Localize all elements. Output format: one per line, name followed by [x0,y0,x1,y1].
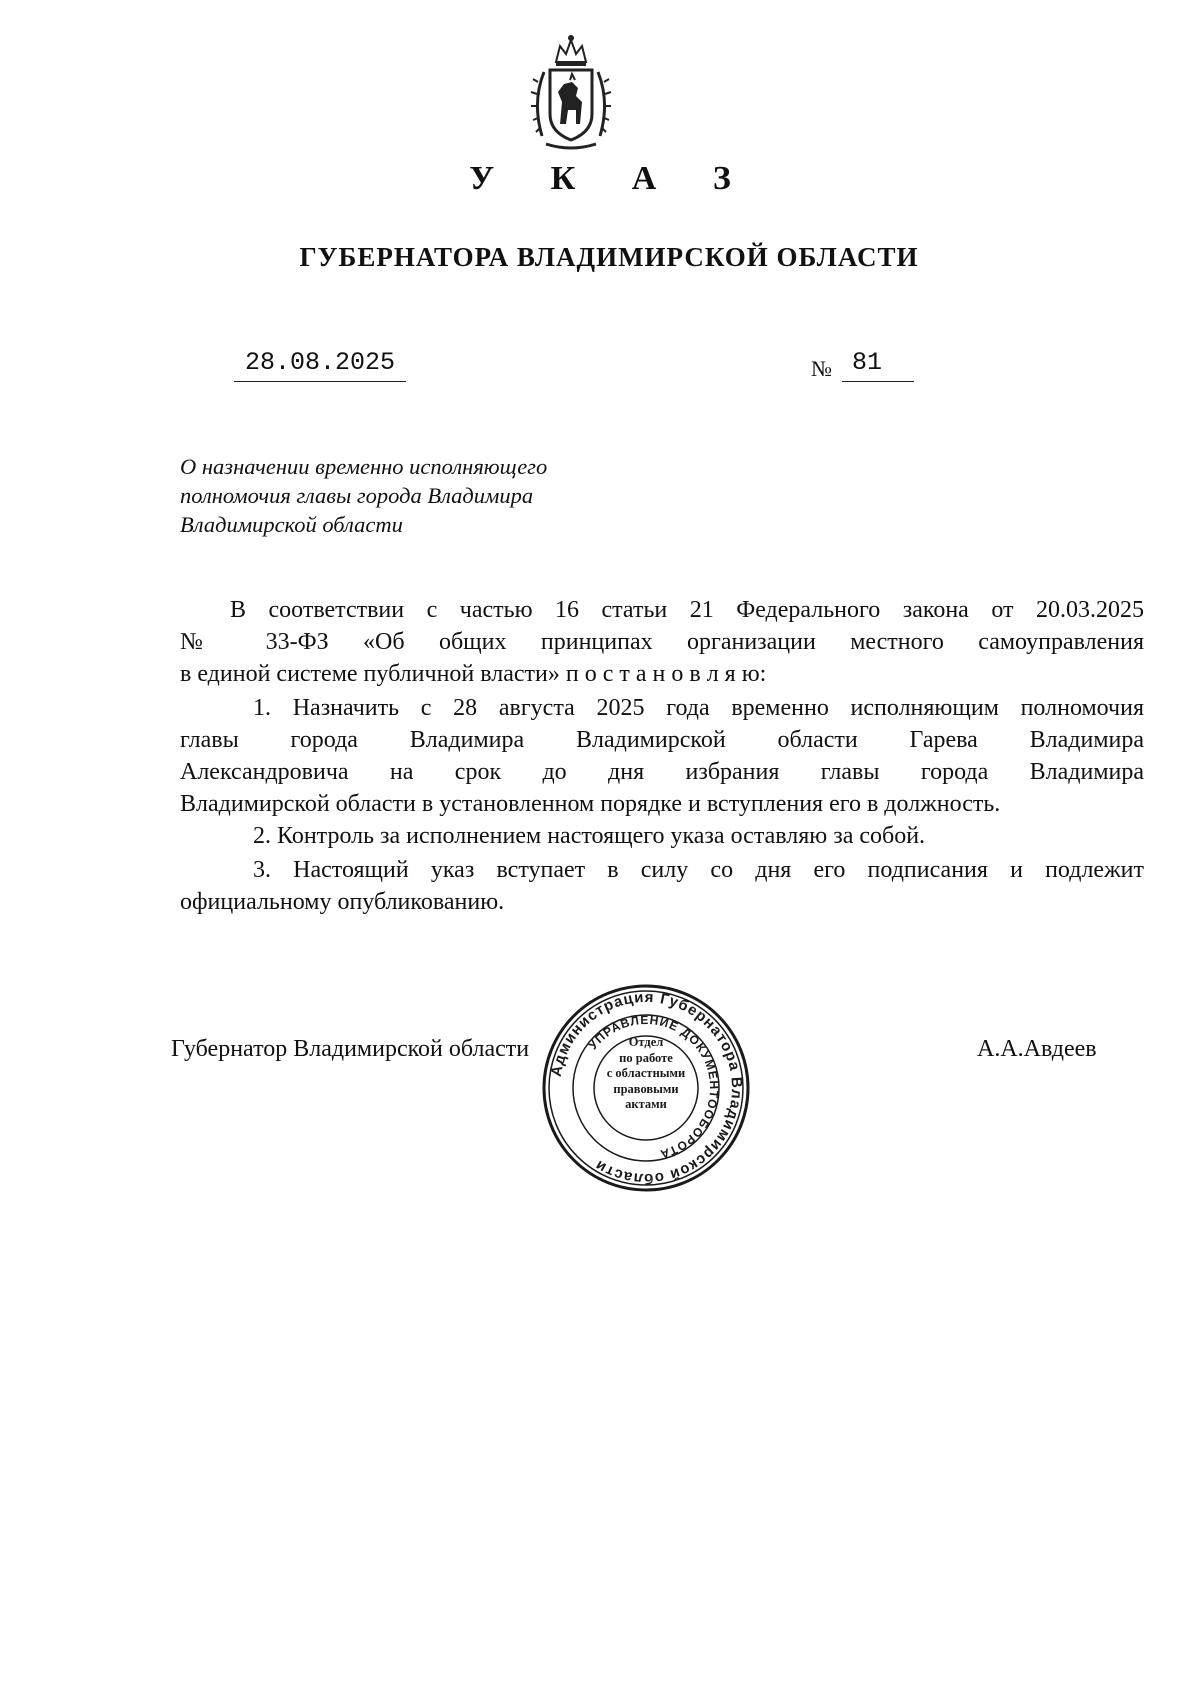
stamp-outer-text: Администрация Губернатора Владимирской области [547,988,746,1188]
coat-of-arms-emblem [526,32,616,152]
body-line: Александровича на срок до дня избрания главы города Владимира [180,759,1144,785]
document-subject [180,452,600,539]
issuer-heading: ГУБЕРНАТОРА ВЛАДИМИРСКОЙ ОБЛАСТИ [299,242,919,272]
body-line: № 33-ФЗ «Об общих принципах организации местного самоуправления [180,629,1144,655]
stamp-center-line: по работе [619,1050,673,1065]
body-line: 2. Контроль за исполнением настоящего указа оставляю за собой. [253,823,926,849]
body-line: официальному опубликованию. [180,889,505,915]
document-type-heading: У К А З [469,160,755,197]
stamp-center-line: правовыми [613,1081,679,1096]
body-line: главы города Владимира Владимирской области Гарева Владимира [180,727,1144,753]
body-line: В соответствии с частью 16 статьи 21 Федерального закона от 20.03.2025 [230,597,1144,623]
body-line: Владимирской области в установленном порядке и вступления его в должность. [180,791,1001,817]
subject-line: полномочия главы города Владимира [180,483,534,508]
subject-line: Владимирской области [180,512,403,537]
document-date: 28.08.2025 [234,348,406,382]
stamp-inner-ring-text: УПРАВЛЕНИЕ ДОКУМЕНТООБОРОТА [585,1012,722,1162]
body-line: в единой системе публичной власти» п о с т а н о в л я ю: [180,661,767,687]
stamp-center-line: актами [625,1097,667,1111]
body-line: 3. Настоящий указ вступает в силу со дня его подписания и подлежит [253,857,1144,883]
signatory-title: Губернатор Владимирской области [171,1036,530,1062]
stamp-center-line: с областными [606,1066,686,1080]
subject-line: О назначении временно исполняющего [180,454,548,479]
stamp-center-text [588,1035,704,1113]
document-number: 81 [842,348,914,382]
stamp-center-line: Отдел [628,1035,664,1049]
signatory-name: А.А.Авдеев [977,1036,1097,1062]
number-sign: № [811,356,832,381]
body-line: 1. Назначить с 28 августа 2025 года временно исполняющим полномочия [253,695,1144,721]
